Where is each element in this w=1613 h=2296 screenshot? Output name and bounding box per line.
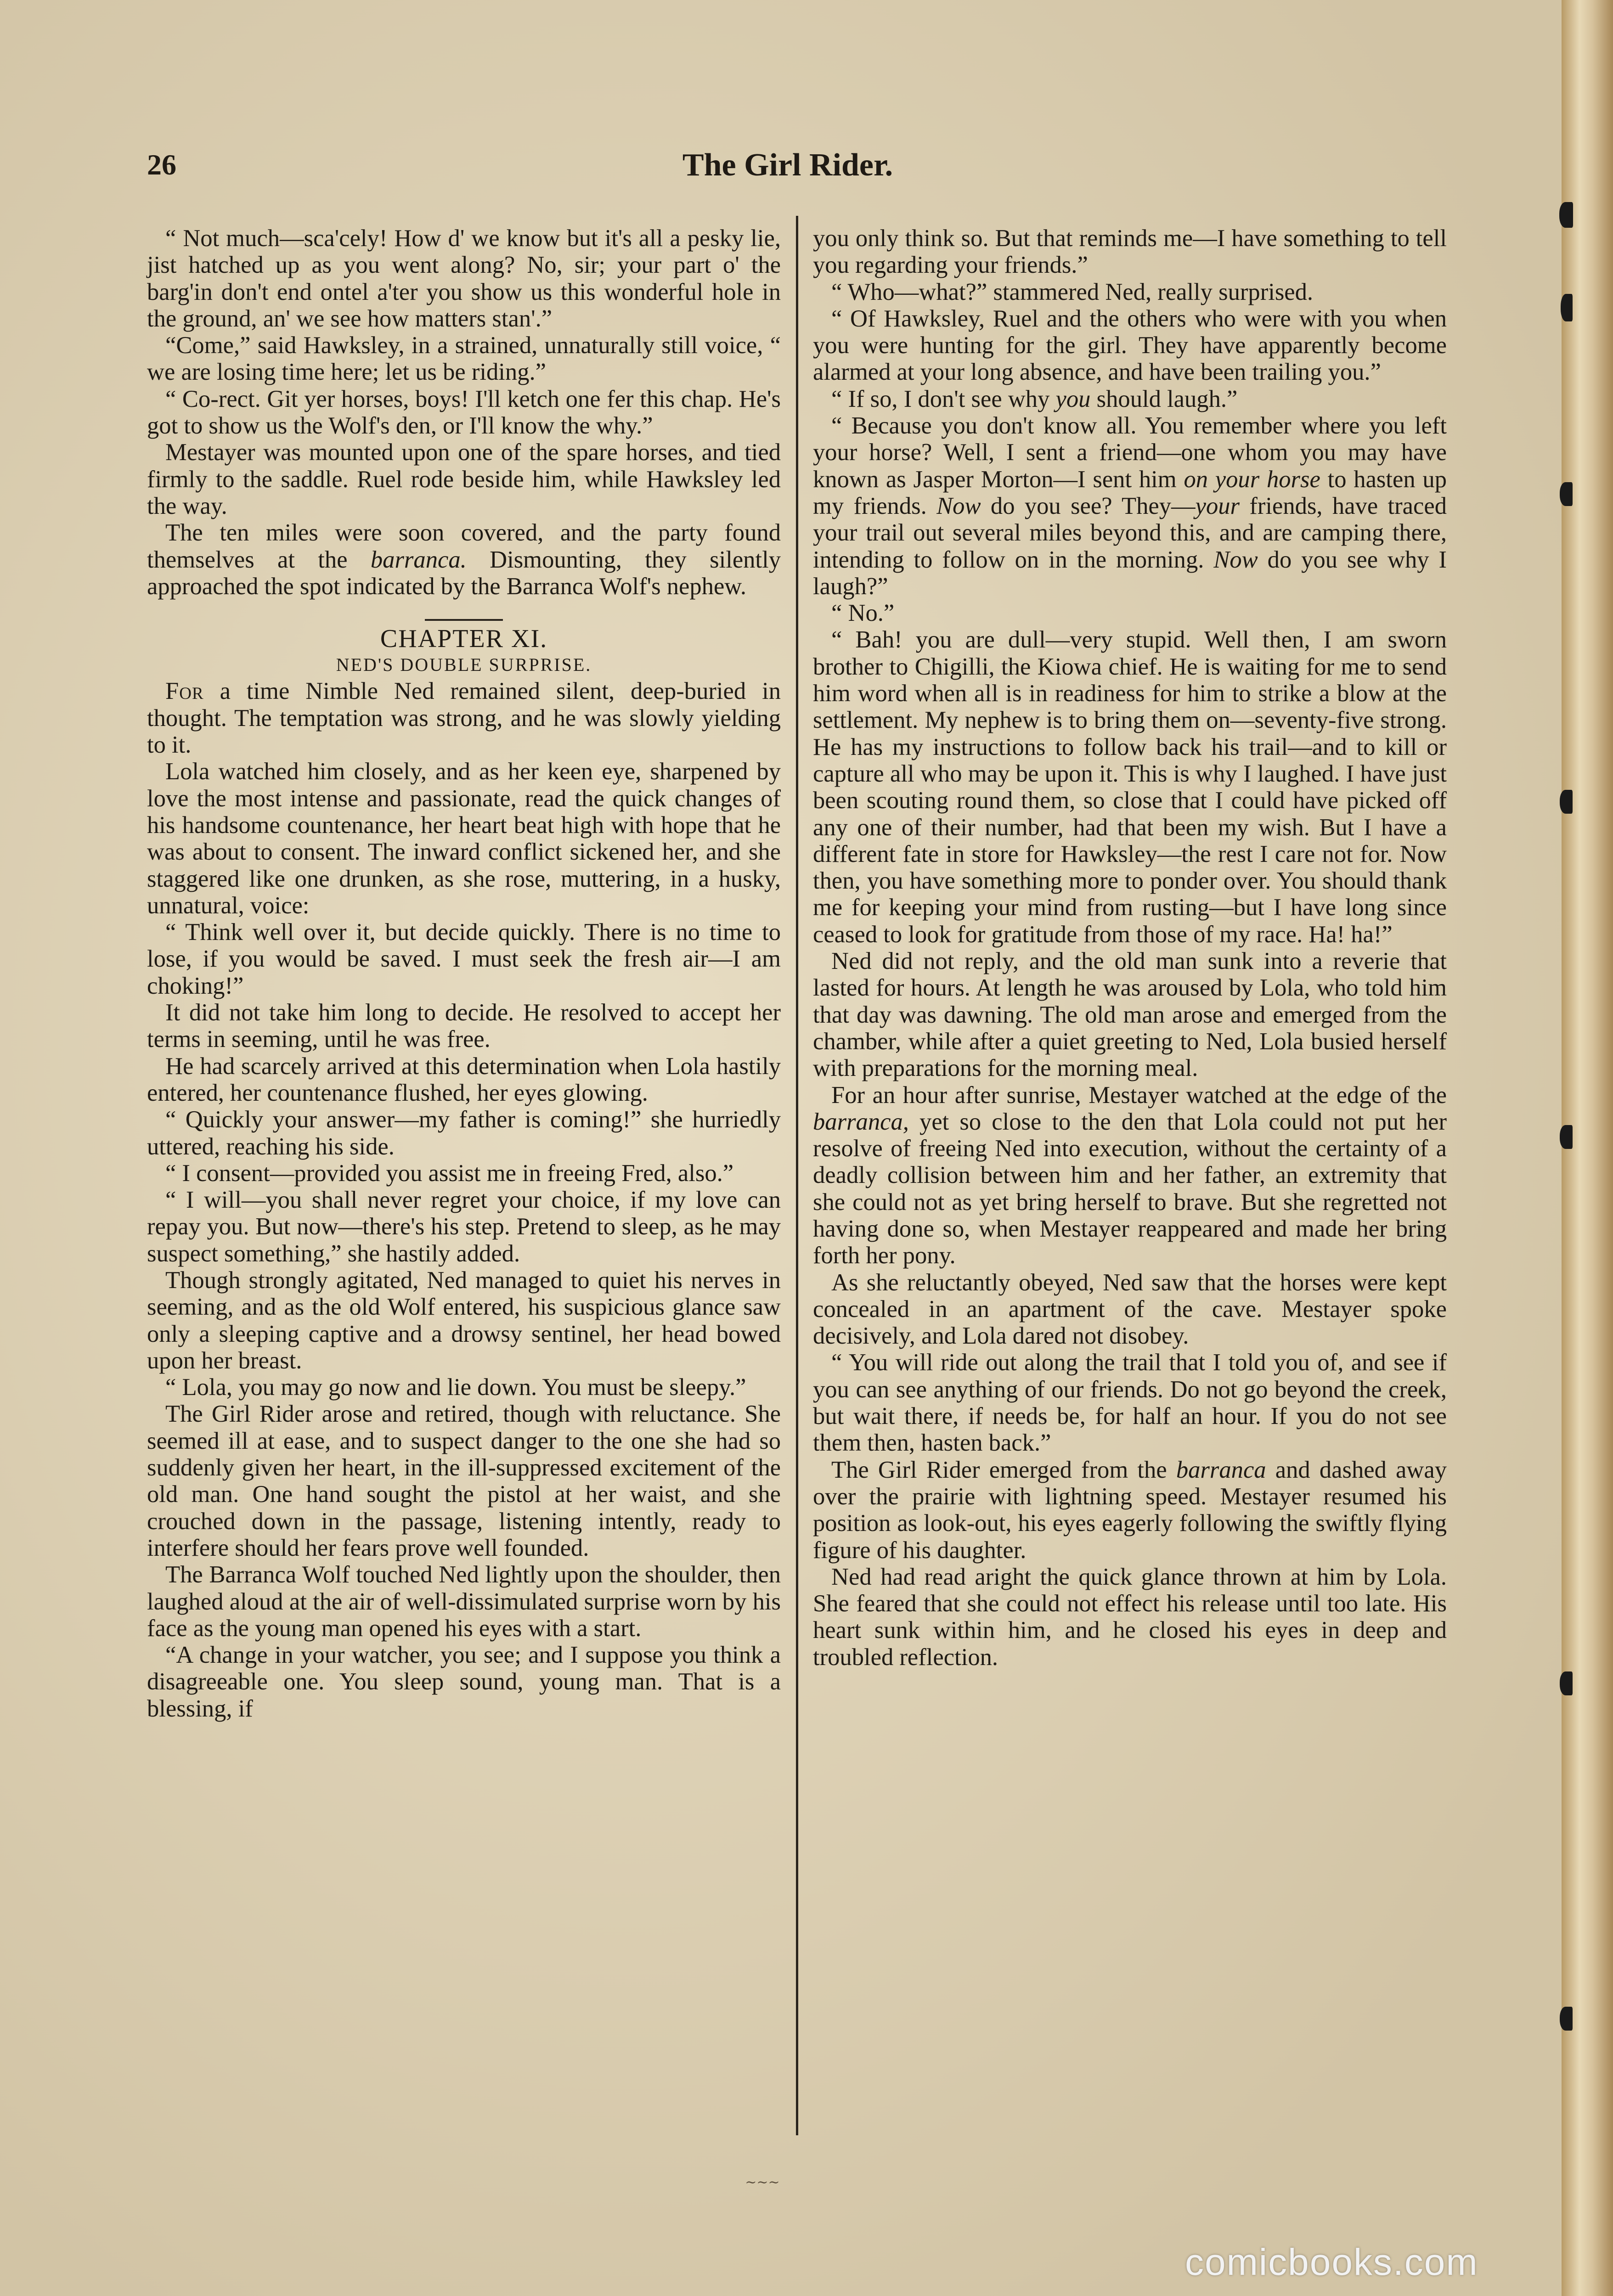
paragraph: “ Think well over it, but decide quickly. There is no time to lose, if you would be saved. I must seek the fresh air—I am choking!” bbox=[147, 919, 781, 999]
text-run: The ten miles were soon covered, and the party found themselves at the bbox=[147, 519, 781, 573]
paragraph bbox=[813, 412, 1447, 600]
text-run: For an hour after sunrise, Mestayer watched at the edge of the bbox=[831, 1081, 1447, 1109]
text-run: “ Because you don't know all. You remember where you left your horse? Well, I sent a friend—one whom you may have known as Jasper Morton—I sent him bbox=[813, 412, 1447, 493]
italic-run: you bbox=[1055, 385, 1091, 412]
text-run: friends, have traced your trail out several miles beyond this, and are camping there, intending to follow on in the morning. bbox=[813, 492, 1447, 573]
text-run: a time Nimble Ned remained silent, deep-buried in thought. The temptation was strong, and he was slowly yielding to it. bbox=[147, 678, 781, 759]
italic-run: on your horse bbox=[1184, 466, 1320, 493]
text-run: yet so close to the den that Lola could not put her resolve of freeing Ned into execution, without the certainty of a deadly collision between him and her father, an extremity that she could not as yet bring herself to brave. But she regretted not having done so, when Mestayer reappeared and made her bring forth her pony. bbox=[813, 1108, 1447, 1269]
paragraph: Mestayer was mounted upon one of the spare horses, and tied firmly to the saddle. Ruel rode beside him, while Hawksley led the way. bbox=[147, 439, 781, 519]
text-run: and dashed away over the prairie with lightning speed. Mestayer resumed his position as look-out, his eyes eagerly following the swiftly flying figure of his daughter. bbox=[813, 1456, 1447, 1564]
paragraph: “A change in your watcher, you see; and I suppose you think a disagreeable one. You sleep sound, young man. That is a blessing, if bbox=[147, 1642, 781, 1722]
paragraph: “ Lola, you may go now and lie down. You must be sleepy.” bbox=[165, 1374, 746, 1401]
italic-run: your bbox=[1195, 492, 1240, 519]
paragraph: Ned had read aright the quick glance thrown at him by Lola. She feared that she could not effect his release until too late. His heart sunk within him, and he closed his eyes in deep and troubled reflection. bbox=[813, 1563, 1447, 1671]
binding-stitch bbox=[1561, 294, 1573, 321]
text-run: do you see why I laugh?” bbox=[813, 546, 1447, 600]
paragraph bbox=[813, 386, 1447, 412]
italic-run: barranca bbox=[1176, 1456, 1266, 1483]
paragraph: “Come,” said Hawksley, in a strained, unnaturally still voice, “ we are losing time here; let us be riding.” bbox=[147, 332, 781, 386]
paragraph: Ned did not reply, and the old man sunk into a reverie that lasted for hours. At length he was aroused by Lola, who told him that day was dawning. The old man arose and emerged from the chamber, while after a quiet greeting to Ned, Lola busied herself with preparations for the morning meal. bbox=[813, 948, 1447, 1082]
page-ornament: ∼∼∼ bbox=[745, 2175, 780, 2190]
paragraph: “ You will ride out along the trail that I told you of, and see if you can see anything of our friends. Do not go beyond the creek, but wait there, if needs be, for half an hour. If you do not see them then, hasten back.” bbox=[813, 1349, 1447, 1457]
binding-stitch bbox=[1559, 202, 1573, 228]
italic-run: Now bbox=[936, 492, 981, 519]
text-run: to hasten up my friends. bbox=[813, 466, 1447, 519]
paragraph: “ I will—you shall never regret your choice, if my love can repay you. But now—there's his step. Pretend to sleep, as he may suspect something,” she hastily added. bbox=[147, 1187, 781, 1267]
right-column bbox=[813, 225, 1447, 1671]
page-number: 26 bbox=[147, 148, 176, 181]
chapter-rule bbox=[425, 619, 503, 621]
text-run: should laugh.” bbox=[1090, 385, 1238, 412]
paragraph: It did not take him long to decide. He resolved to accept her terms in seeming, until he was free. bbox=[147, 999, 781, 1053]
paragraph: “ Quickly your answer—my father is coming!” she hurriedly uttered, reaching his side. bbox=[147, 1106, 781, 1160]
paragraph bbox=[813, 1082, 1447, 1269]
paragraph bbox=[147, 678, 781, 758]
paragraph: you only think so. But that reminds me—I have something to tell you regarding your friends.” bbox=[813, 225, 1447, 279]
paragraph: Though strongly agitated, Ned managed to quiet his nerves in seeming, and as the old Wolf entered, his suspicious glance saw only a sleeping captive and a drowsy sentinel, her head bowed upon her breast. bbox=[147, 1266, 781, 1374]
paragraph: As she reluctantly obeyed, Ned saw that the horses were kept concealed in an apartment of the cave. Mestayer spoke decisively, and Lola dared not disobey. bbox=[813, 1269, 1447, 1350]
chapter-heading-block bbox=[147, 619, 781, 678]
italic-run: barranca. bbox=[370, 546, 467, 573]
paragraph: The Barranca Wolf touched Ned lightly upon the shoulder, then laughed aloud at the air of well-dissimulated surprise worn by his face as the young man opened his eyes with a start. bbox=[147, 1561, 781, 1642]
paragraph: “ Who—what?” stammered Ned, really surprised. bbox=[831, 278, 1314, 305]
paragraph: “ No.” bbox=[831, 600, 895, 627]
paragraph: “ Co-rect. Git yer horses, boys! I'll ketch one fer this chap. He's got to show us the Wolf's den, or I'll know the why.” bbox=[147, 385, 781, 439]
binding-stitch bbox=[1560, 2007, 1573, 2031]
text-run: “ If so, I don't see why bbox=[831, 385, 1056, 412]
paragraph: “ I consent—provided you assist me in freeing Fred, also.” bbox=[165, 1159, 734, 1187]
watermark-text: comicbooks.com bbox=[1185, 2241, 1478, 2283]
opening-word: For bbox=[165, 678, 204, 705]
binding-stitch bbox=[1560, 790, 1573, 814]
binding-stitch bbox=[1560, 1671, 1573, 1695]
left-column bbox=[147, 225, 781, 1722]
italic-run: Now bbox=[1213, 546, 1258, 573]
paragraph bbox=[147, 519, 781, 600]
paragraph: Lola watched him closely, and as her keen eye, sharpened by love the most intense and passionate, read the quick changes of his handsome countenance, her heart beat high with hope that he was about to consent. The inward conflict sickened her, and she staggered like one drunken, as she rose, muttering, in a husky, unnatural, voice: bbox=[147, 758, 781, 919]
binding-stitch bbox=[1560, 1125, 1573, 1149]
paragraph bbox=[813, 1457, 1447, 1564]
running-title: The Girl Rider. bbox=[682, 147, 893, 183]
paragraph: “ Not much—sca'cely! How d' we know but it's all a pesky lie, jist hatched up as you went along? No, sir; your part o' the barg'in don't end ontel a'ter you show us this wonderful hole in the ground, an' we see how matters stan'.” bbox=[147, 225, 781, 332]
binding-stitch bbox=[1560, 482, 1573, 506]
page-header bbox=[147, 138, 1428, 188]
text-run: do you see? They— bbox=[981, 492, 1196, 519]
chapter-subtitle: NED'S DOUBLE SURPRISE. bbox=[336, 654, 592, 675]
text-run: Dismounting, they silently approached the spot indicated by the Barranca Wolf's nephew. bbox=[147, 546, 781, 600]
paragraph: “ Bah! you are dull—very stupid. Well then, I am sworn brother to Chigilli, the Kiowa chief. He is waiting for me to send him word when all is in readiness for him to strike a blow at the settlement. My nephew is to bring them on—seventy-five strong. He has my instructions to follow back his trail—and to kill or capture all who may be upon it. This is why I laughed. I have just been scouting round them, so close that I could have picked off any one of their number, had that been my wish. But I have a different fate in store for Hawksley—the rest I care not for. Now then, you have something more to ponder over. You should thank me for keeping your mind from rusting—but I have long since ceased to look for gratitude from those of my race. Ha! ha!” bbox=[813, 626, 1447, 948]
chapter-heading: CHAPTER XI. bbox=[380, 625, 548, 653]
paragraph: He had scarcely arrived at this determination when Lola hastily entered, her countenance flushed, her eyes glowing. bbox=[147, 1052, 781, 1106]
italic-run: barranca, bbox=[813, 1108, 909, 1135]
paragraph: The Girl Rider arose and retired, though with reluctance. She seemed ill at ease, and to suspect danger to the one she had so suddenly given her heart, in the ill-suppressed excitement of the old man. One hand sought the pistol at her waist, and she crouched down in the passage, listening intently, ready to interfere should her fears prove well founded. bbox=[147, 1401, 781, 1561]
text-run: The Girl Rider emerged from the bbox=[831, 1456, 1176, 1483]
column-divider bbox=[796, 216, 798, 2135]
paragraph: “ Of Hawksley, Ruel and the others who were with you when you were hunting for the girl. They have apparently become alarmed at your long absence, and have been trailing you.” bbox=[813, 305, 1447, 386]
